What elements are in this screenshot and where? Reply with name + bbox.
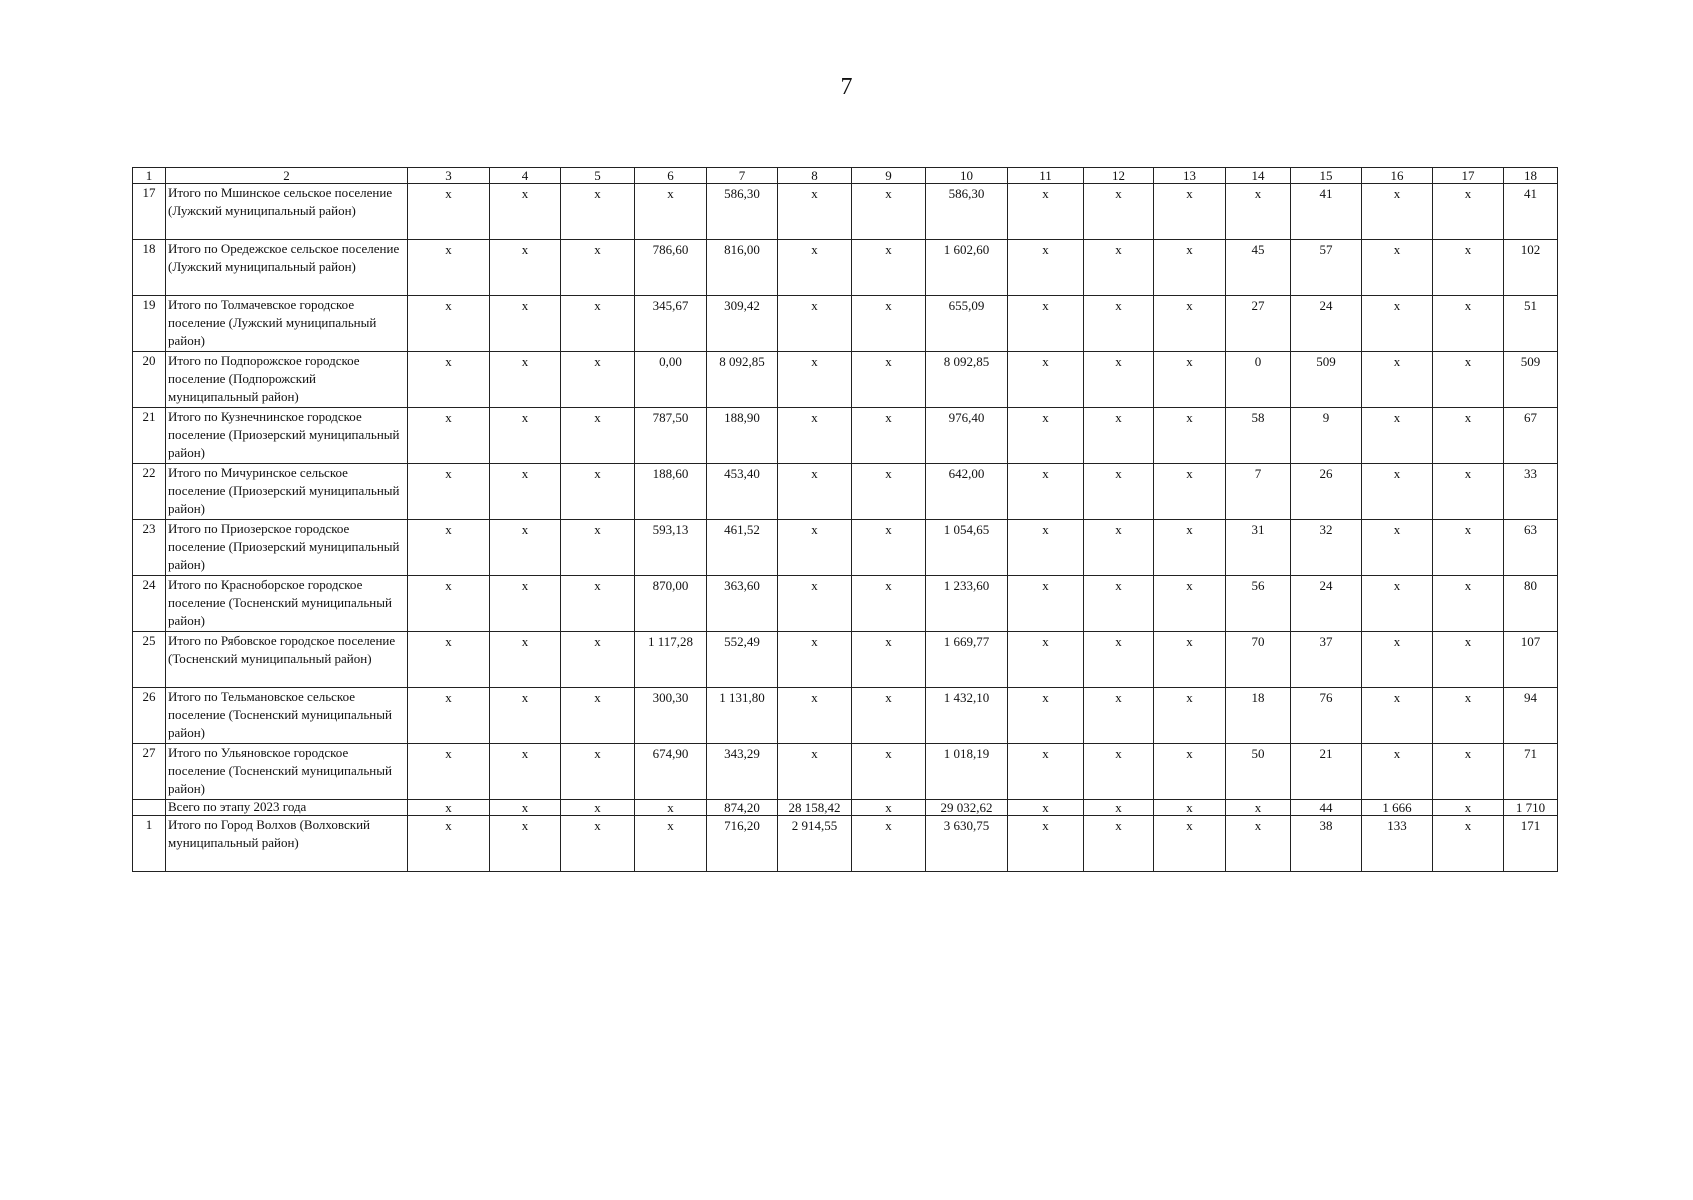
table-cell: 29 032,62 xyxy=(926,800,1008,816)
table-cell: 3 630,75 xyxy=(926,816,1008,872)
table-cell: 0 xyxy=(1226,352,1291,408)
table-cell: x xyxy=(1433,816,1504,872)
table-cell: 1 710 xyxy=(1504,800,1558,816)
table-cell: x xyxy=(490,240,561,296)
table-cell: x xyxy=(1226,816,1291,872)
table-cell: 56 xyxy=(1226,576,1291,632)
table-cell: 63 xyxy=(1504,520,1558,576)
table-cell: x xyxy=(1433,744,1504,800)
table-cell: x xyxy=(1154,184,1226,240)
table-cell: x xyxy=(561,800,635,816)
table-cell: x xyxy=(561,296,635,352)
table-cell: x xyxy=(1084,296,1154,352)
table-cell: x xyxy=(1008,296,1084,352)
table-cell: x xyxy=(1433,240,1504,296)
table-cell: 1 018,19 xyxy=(926,744,1008,800)
table-cell: x xyxy=(1008,816,1084,872)
table-cell: x xyxy=(778,184,852,240)
table-cell: 8 092,85 xyxy=(926,352,1008,408)
table-cell: x xyxy=(635,184,707,240)
table-cell: x xyxy=(561,184,635,240)
table-cell: 1 131,80 xyxy=(707,688,778,744)
table-cell: 26 xyxy=(1291,464,1362,520)
table-cell: x xyxy=(490,520,561,576)
table-row xyxy=(133,352,1558,408)
table-cell: x xyxy=(778,688,852,744)
table-cell: 24 xyxy=(1291,296,1362,352)
table-cell: 107 xyxy=(1504,632,1558,688)
table-cell: x xyxy=(852,744,926,800)
table-cell: 57 xyxy=(1291,240,1362,296)
table-cell: 716,20 xyxy=(707,816,778,872)
table-cell: 67 xyxy=(1504,408,1558,464)
table-cell: 586,30 xyxy=(707,184,778,240)
table-row xyxy=(133,688,1558,744)
table-cell: x xyxy=(1362,688,1433,744)
table-cell: x xyxy=(561,816,635,872)
table-cell: x xyxy=(1008,800,1084,816)
table-cell: x xyxy=(852,296,926,352)
table-cell: x xyxy=(1154,296,1226,352)
row-number xyxy=(133,800,166,816)
row-number: 18 xyxy=(133,240,166,296)
table-cell: x xyxy=(1154,408,1226,464)
table-cell: x xyxy=(490,632,561,688)
table-cell: 586,30 xyxy=(926,184,1008,240)
row-number: 21 xyxy=(133,408,166,464)
table-cell: 363,60 xyxy=(707,576,778,632)
table-cell: 1 602,60 xyxy=(926,240,1008,296)
table-cell: 24 xyxy=(1291,576,1362,632)
table-cell: 1 669,77 xyxy=(926,632,1008,688)
table-cell: x xyxy=(1084,800,1154,816)
table-cell: 41 xyxy=(1291,184,1362,240)
table-cell: x xyxy=(1008,576,1084,632)
table-cell: x xyxy=(490,464,561,520)
table-cell: x xyxy=(1154,240,1226,296)
table-cell: x xyxy=(1362,296,1433,352)
table-cell: x xyxy=(1008,464,1084,520)
table-cell: x xyxy=(1084,816,1154,872)
table-cell: 76 xyxy=(1291,688,1362,744)
table-cell: x xyxy=(1362,184,1433,240)
table-cell: 674,90 xyxy=(635,744,707,800)
table-cell: x xyxy=(852,800,926,816)
table-cell: 1 054,65 xyxy=(926,520,1008,576)
table-cell: x xyxy=(490,184,561,240)
table-cell: x xyxy=(1433,800,1504,816)
table-cell: x xyxy=(561,576,635,632)
table-cell: 509 xyxy=(1504,352,1558,408)
table-cell: x xyxy=(1008,240,1084,296)
table-cell: x xyxy=(1433,632,1504,688)
table-cell: 18 xyxy=(1226,688,1291,744)
row-number: 22 xyxy=(133,464,166,520)
row-number: 27 xyxy=(133,744,166,800)
table-cell: 80 xyxy=(1504,576,1558,632)
table-cell: x xyxy=(1433,296,1504,352)
table-cell: 345,67 xyxy=(635,296,707,352)
column-header: 8 xyxy=(778,168,852,184)
table-cell: x xyxy=(1084,688,1154,744)
table-cell: x xyxy=(408,184,490,240)
table-cell: 874,20 xyxy=(707,800,778,816)
table-cell: 58 xyxy=(1226,408,1291,464)
table-cell: x xyxy=(1084,632,1154,688)
column-header: 9 xyxy=(852,168,926,184)
table-cell: 51 xyxy=(1504,296,1558,352)
table-cell: 44 xyxy=(1291,800,1362,816)
table-cell: x xyxy=(1362,240,1433,296)
table-cell: x xyxy=(561,408,635,464)
table-cell: x xyxy=(1362,464,1433,520)
column-header: 10 xyxy=(926,168,1008,184)
table-cell: 593,13 xyxy=(635,520,707,576)
table-cell: x xyxy=(1433,408,1504,464)
column-header: 11 xyxy=(1008,168,1084,184)
table-cell: 37 xyxy=(1291,632,1362,688)
row-name: Всего по этапу 2023 года xyxy=(166,800,408,816)
table-cell: x xyxy=(1084,464,1154,520)
table-body xyxy=(133,168,1558,872)
table-cell: x xyxy=(408,744,490,800)
table-cell: x xyxy=(490,800,561,816)
table-cell: x xyxy=(1154,688,1226,744)
table-cell: 642,00 xyxy=(926,464,1008,520)
table-cell: 816,00 xyxy=(707,240,778,296)
table-cell: x xyxy=(1008,352,1084,408)
table-row xyxy=(133,464,1558,520)
column-header: 16 xyxy=(1362,168,1433,184)
row-name: Итого по Подпорожское городское поселение (Подпорожский муниципальный район) xyxy=(166,352,408,408)
table-row xyxy=(133,576,1558,632)
column-header: 1 xyxy=(133,168,166,184)
table-cell: x xyxy=(635,816,707,872)
table-cell: x xyxy=(1362,576,1433,632)
table-cell: 188,60 xyxy=(635,464,707,520)
table-cell: x xyxy=(852,520,926,576)
table-cell: x xyxy=(1084,744,1154,800)
table-cell: x xyxy=(778,408,852,464)
data-table xyxy=(132,167,1558,872)
table-cell: 94 xyxy=(1504,688,1558,744)
table-cell: x xyxy=(1433,688,1504,744)
table-cell: x xyxy=(1433,576,1504,632)
table-cell: x xyxy=(1008,520,1084,576)
header-row xyxy=(133,168,1558,184)
table-cell: x xyxy=(778,744,852,800)
table-cell: x xyxy=(1084,520,1154,576)
table-cell: 33 xyxy=(1504,464,1558,520)
table-row xyxy=(133,632,1558,688)
column-header: 6 xyxy=(635,168,707,184)
table-cell: 70 xyxy=(1226,632,1291,688)
table-cell: x xyxy=(852,408,926,464)
table-cell: x xyxy=(1433,464,1504,520)
table-cell: x xyxy=(1362,408,1433,464)
table-row xyxy=(133,744,1558,800)
table-cell: 300,30 xyxy=(635,688,707,744)
table-cell: x xyxy=(561,464,635,520)
table-cell: 21 xyxy=(1291,744,1362,800)
table-cell: x xyxy=(490,816,561,872)
row-name: Итого по Толмачевское городское поселение (Лужский муниципальный район) xyxy=(166,296,408,352)
table-cell: 509 xyxy=(1291,352,1362,408)
table-cell: x xyxy=(1433,352,1504,408)
row-number: 1 xyxy=(133,816,166,872)
table-cell: x xyxy=(1154,352,1226,408)
table-cell: x xyxy=(490,408,561,464)
table-cell: 7 xyxy=(1226,464,1291,520)
row-number: 26 xyxy=(133,688,166,744)
table-cell: 786,60 xyxy=(635,240,707,296)
row-name: Итого по Мичуринское сельское поселение (Приозерский муниципальный район) xyxy=(166,464,408,520)
table-cell: x xyxy=(852,816,926,872)
table-cell: 1 666 xyxy=(1362,800,1433,816)
table-cell: 27 xyxy=(1226,296,1291,352)
row-name: Итого по Красноборское городское поселение (Тосненский муниципальный район) xyxy=(166,576,408,632)
table-cell: 787,50 xyxy=(635,408,707,464)
table-cell: x xyxy=(561,688,635,744)
table-cell: 552,49 xyxy=(707,632,778,688)
table-cell: x xyxy=(561,520,635,576)
table-cell: x xyxy=(1008,632,1084,688)
table-cell: 171 xyxy=(1504,816,1558,872)
table-cell: x xyxy=(1084,184,1154,240)
table-row xyxy=(133,184,1558,240)
table-cell: x xyxy=(1008,688,1084,744)
row-number: 17 xyxy=(133,184,166,240)
table-cell: 102 xyxy=(1504,240,1558,296)
table-cell: x xyxy=(1433,184,1504,240)
row-number: 20 xyxy=(133,352,166,408)
table-cell: x xyxy=(635,800,707,816)
table-cell: x xyxy=(1084,352,1154,408)
table-cell: 45 xyxy=(1226,240,1291,296)
table-cell: x xyxy=(1008,744,1084,800)
table-cell: x xyxy=(778,576,852,632)
table-cell: 133 xyxy=(1362,816,1433,872)
column-header: 12 xyxy=(1084,168,1154,184)
row-number: 23 xyxy=(133,520,166,576)
column-header: 7 xyxy=(707,168,778,184)
row-name: Итого по Мшинское сельское поселение (Лужский муниципальный район) xyxy=(166,184,408,240)
table-cell: 309,42 xyxy=(707,296,778,352)
column-header: 4 xyxy=(490,168,561,184)
table-cell: 461,52 xyxy=(707,520,778,576)
table-cell: x xyxy=(1154,632,1226,688)
table-cell: x xyxy=(408,800,490,816)
table-cell: 8 092,85 xyxy=(707,352,778,408)
table-cell: x xyxy=(1084,576,1154,632)
table-cell: x xyxy=(561,240,635,296)
row-name: Итого по Тельмановское сельское поселение (Тосненский муниципальный район) xyxy=(166,688,408,744)
table-cell: x xyxy=(852,688,926,744)
table-cell: 655,09 xyxy=(926,296,1008,352)
table-cell: x xyxy=(408,408,490,464)
table-cell: x xyxy=(852,632,926,688)
table-cell: 976,40 xyxy=(926,408,1008,464)
table-row xyxy=(133,800,1558,816)
table-cell: 50 xyxy=(1226,744,1291,800)
table-cell: x xyxy=(1154,464,1226,520)
table-cell: x xyxy=(1084,408,1154,464)
table-cell: 32 xyxy=(1291,520,1362,576)
table-cell: x xyxy=(408,688,490,744)
table-cell: x xyxy=(408,464,490,520)
table-cell: x xyxy=(1226,184,1291,240)
table-cell: x xyxy=(1154,520,1226,576)
table-cell: 9 xyxy=(1291,408,1362,464)
table-cell: 2 914,55 xyxy=(778,816,852,872)
table-cell: x xyxy=(490,576,561,632)
table-cell: x xyxy=(778,352,852,408)
table-cell: x xyxy=(778,464,852,520)
table-cell: x xyxy=(408,816,490,872)
table-cell: 71 xyxy=(1504,744,1558,800)
table-cell: 1 233,60 xyxy=(926,576,1008,632)
table-cell: x xyxy=(1154,744,1226,800)
table-cell: x xyxy=(852,352,926,408)
table-cell: 28 158,42 xyxy=(778,800,852,816)
table-cell: x xyxy=(408,296,490,352)
row-name: Итого по Приозерское городское поселение (Приозерский муниципальный район) xyxy=(166,520,408,576)
table-cell: x xyxy=(1433,520,1504,576)
table-cell: x xyxy=(490,688,561,744)
table-cell: x xyxy=(1362,632,1433,688)
column-header: 18 xyxy=(1504,168,1558,184)
table-cell: x xyxy=(408,240,490,296)
table-row xyxy=(133,520,1558,576)
row-number: 24 xyxy=(133,576,166,632)
table-row xyxy=(133,240,1558,296)
row-name: Итого по Город Волхов (Волховский муниципальный район) xyxy=(166,816,408,872)
table-cell: x xyxy=(1008,184,1084,240)
table-cell: x xyxy=(1008,408,1084,464)
table-cell: x xyxy=(778,296,852,352)
row-name: Итого по Ульяновское городское поселение (Тосненский муниципальный район) xyxy=(166,744,408,800)
table-cell: x xyxy=(852,240,926,296)
table-cell: 870,00 xyxy=(635,576,707,632)
table-cell: x xyxy=(1362,520,1433,576)
column-header: 13 xyxy=(1154,168,1226,184)
table-cell: x xyxy=(490,744,561,800)
row-name: Итого по Кузнечнинское городское поселение (Приозерский муниципальный район) xyxy=(166,408,408,464)
table-cell: x xyxy=(1154,816,1226,872)
column-header: 5 xyxy=(561,168,635,184)
row-number: 19 xyxy=(133,296,166,352)
table-cell: x xyxy=(1226,800,1291,816)
table-cell: x xyxy=(778,520,852,576)
table-cell: 38 xyxy=(1291,816,1362,872)
table-cell: 188,90 xyxy=(707,408,778,464)
table-row xyxy=(133,296,1558,352)
table-cell: 41 xyxy=(1504,184,1558,240)
table-cell: x xyxy=(408,576,490,632)
row-name: Итого по Рябовское городское поселение (Тосненский муниципальный район) xyxy=(166,632,408,688)
table-cell: x xyxy=(1362,352,1433,408)
table-cell: x xyxy=(561,632,635,688)
column-header: 15 xyxy=(1291,168,1362,184)
table-row xyxy=(133,408,1558,464)
table-cell: x xyxy=(1154,800,1226,816)
column-header: 2 xyxy=(166,168,408,184)
table-cell: 1 432,10 xyxy=(926,688,1008,744)
column-header: 14 xyxy=(1226,168,1291,184)
table-cell: x xyxy=(561,744,635,800)
table-cell: 0,00 xyxy=(635,352,707,408)
table-cell: x xyxy=(408,632,490,688)
table-cell: x xyxy=(852,576,926,632)
table-cell: x xyxy=(408,520,490,576)
table-cell: x xyxy=(408,352,490,408)
table-cell: x xyxy=(852,464,926,520)
table-cell: x xyxy=(490,296,561,352)
row-number: 25 xyxy=(133,632,166,688)
table-cell: 31 xyxy=(1226,520,1291,576)
column-header: 3 xyxy=(408,168,490,184)
table-row xyxy=(133,816,1558,872)
table-cell: x xyxy=(778,240,852,296)
page-number: 7 xyxy=(840,74,853,100)
table-cell: 1 117,28 xyxy=(635,632,707,688)
table-cell: x xyxy=(561,352,635,408)
table-cell: x xyxy=(1154,576,1226,632)
column-header: 17 xyxy=(1433,168,1504,184)
table-cell: x xyxy=(1362,744,1433,800)
table-cell: 453,40 xyxy=(707,464,778,520)
table-cell: x xyxy=(1084,240,1154,296)
table-cell: x xyxy=(852,184,926,240)
table-cell: 343,29 xyxy=(707,744,778,800)
table-cell: x xyxy=(490,352,561,408)
table-cell: x xyxy=(778,632,852,688)
row-name: Итого по Оредежское сельское поселение (Лужский муниципальный район) xyxy=(166,240,408,296)
